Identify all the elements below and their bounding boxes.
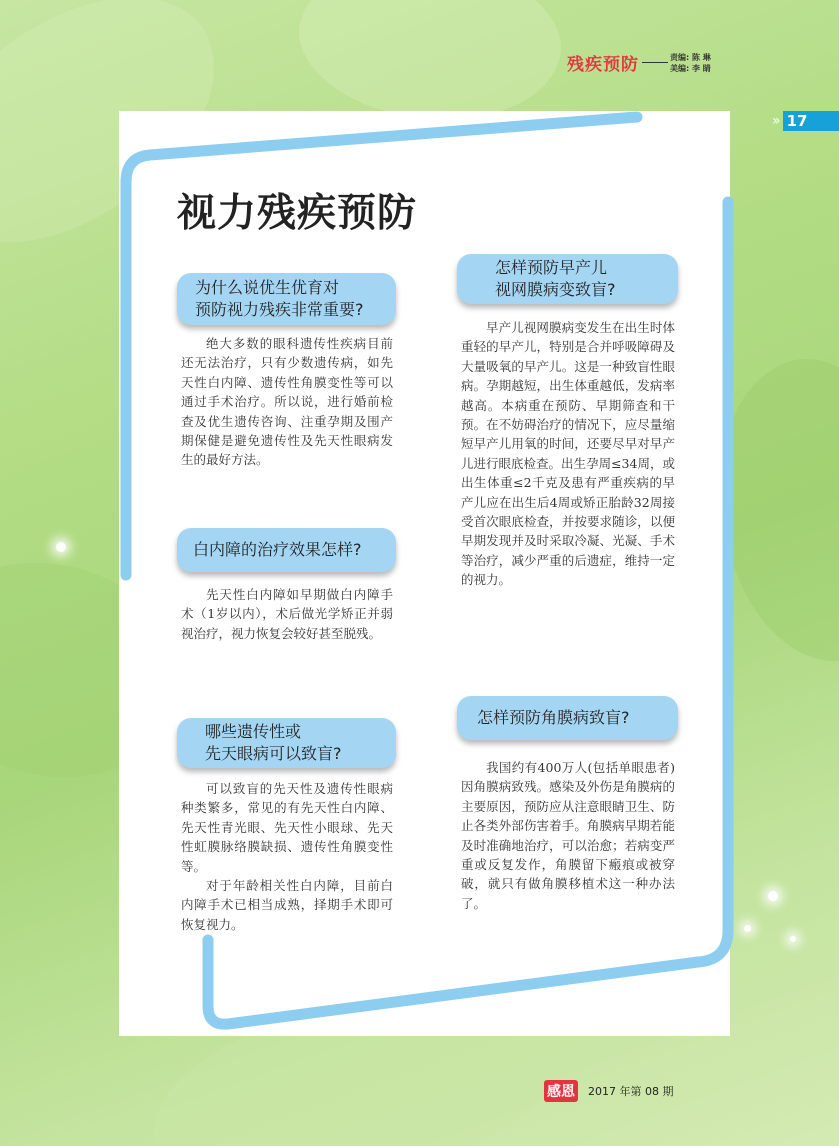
question-line: 怎样预防角膜病致盲? — [477, 708, 630, 727]
question-box — [457, 254, 678, 304]
answer-text — [181, 585, 393, 643]
answer-text — [461, 758, 675, 913]
answer-paragraph: 可以致盲的先天性及遗传性眼病种类繁多，常见的有先天性白内障、先天性青光眼、先天性小眼球、先天性虹膜脉络膜缺损、遗传性角膜变性等。 — [181, 781, 393, 874]
question-line: 哪些遗传性或 — [205, 722, 302, 741]
answer-text — [461, 318, 675, 590]
answer-text — [181, 779, 393, 934]
page-footer — [544, 1080, 673, 1102]
magazine-logo: 感恩 — [544, 1080, 578, 1102]
answer-paragraph: 先天性白内障如早期做白内障手术（1岁以内），术后做光学矫正并弱视治疗，视力恢复会较好甚至脱残。 — [181, 587, 393, 641]
answer-paragraph: 我国约有400万人(包括单眼患者)因角膜病致残。感染及外伤是角膜病的主要原因，预防应从注意眼睛卫生、防止各类外部伤害着手。角膜病早期若能及时准确地治疗，可以治愈；若病变严重或反复发作，角膜留下瘢痕或被穿破，就只有做角膜移植术这一种办法了。 — [461, 760, 675, 911]
question-line: 视网膜病变致盲? — [495, 280, 616, 299]
answer-paragraph: 对于年龄相关性白内障，目前白内障手术已相当成熟，择期手术即可恢复视力。 — [181, 878, 393, 932]
question-box — [177, 273, 396, 325]
question-line: 先天眼病可以致盲? — [205, 744, 342, 763]
question-line: 白内障的治疗效果怎样? — [193, 540, 362, 559]
question-line: 预防视力残疾非常重要? — [195, 300, 364, 319]
answer-paragraph: 绝大多数的眼科遗传性疾病目前还无法治疗，只有少数遗传病，如先天性白内障、遗传性角膜变性等可以通过手术治疗。所以说，进行婚前检查及优生遗传咨询、注重孕期及围产期保健是避免遗传性及先天性眼病发生的最好方法。 — [181, 336, 393, 468]
editor-line: 责编: 陈 琳 — [670, 52, 711, 62]
question-box — [177, 528, 396, 572]
page-number: 17 — [783, 111, 839, 131]
question-line: 为什么说优生优育对 — [195, 278, 340, 297]
section-title: 残疾预防 — [567, 55, 639, 75]
answer-paragraph: 早产儿视网膜病变发生在出生时体重轻的早产儿，特别是合并呼吸障碍及大量吸氧的早产儿。这是一种致盲性眼病。孕期越短，出生体重越低，发病率越高。本病重在预防、早期筛查和干预。在不妨碍治疗的情况下，应尽量缩短早产儿用氧的时间，还要尽早对早产儿进行眼底检查。出生孕周≤34周，或出生体重≤2千克及患有严重疾病的早产儿应在出生后4周或矫正胎龄32周接受首次眼底检查，并按要求随诊，以便早期发现并及时采取冷凝、光凝、手术等治疗，减少严重的后遗症，维持一定的视力。 — [461, 320, 675, 588]
question-box — [457, 696, 678, 740]
answer-text — [181, 334, 393, 470]
question-line: 怎样预防早产儿 — [495, 258, 608, 277]
article-title: 视力残疾预防 — [177, 191, 418, 236]
question-box — [177, 718, 396, 768]
designer-line: 美编: 李 睛 — [670, 63, 711, 73]
issue-label: 2017 年第 08 期 — [588, 1085, 674, 1098]
double-chevron-icon: » — [772, 113, 781, 129]
